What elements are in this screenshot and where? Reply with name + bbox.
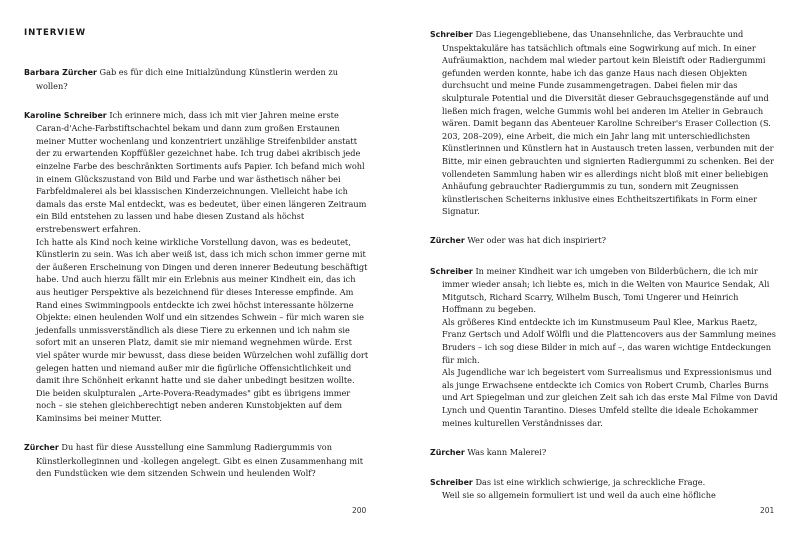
entry-text: Wer oder was hat dich inspiriert?	[467, 235, 607, 246]
page-number: 200	[352, 506, 367, 515]
interview-entry	[430, 476, 782, 502]
right-page-text	[430, 28, 782, 519]
interview-entry	[430, 265, 782, 430]
left-page-text	[24, 28, 369, 496]
speaker-name: Schreiber	[430, 477, 473, 487]
speaker-name: Zürcher	[24, 443, 59, 453]
interview-entry	[430, 446, 782, 460]
speaker-name: Schreiber	[430, 30, 473, 39]
entry-paragraph: Als Jugendliche war ich begeistert vom Surrealismus und Expressionismus und als junge Erwachsene entdeckte ich Comics von Robert Crumb, Charles Burns und Art Spiegelman und zur gleichen Zeit sah ich das erste Mal Filme von David Lynch und Quentin Tarantino. Dieses Umfeld stellte die ideale Echokammer meines kulturellen Verständnisses dar.	[442, 367, 778, 428]
entry-paragraph: Als größeres Kind entdeckte ich im Kunstmuseum Paul Klee, Markus Raetz, Franz Gertsch und Adolf Wölfli und die Plattencovers aus der Sammlung meines Bruders – ich sog diese Bilder in mich auf –, das waren wichtige Entdeckungen für mich.	[442, 316, 776, 365]
speaker-name: Zürcher	[430, 447, 465, 457]
interview-entry	[430, 28, 782, 218]
interview-entry	[24, 66, 369, 92]
entry-text: In meiner Kindheit war ich umgeben von Bilderbüchern, die ich mir immer wieder ansah; ich liebte es, mich in die Welten von Maurice Sendak, Ali Mitgutsch, Richard Scarry, Wilhelm Busch, Tomi Ungerer und Heinrich Hoffmann zu begeben.	[442, 265, 770, 315]
right-page	[400, 0, 800, 533]
entry-text: Gab es für dich eine Initialzündung Künstlerin werden zu wollen?	[36, 67, 338, 91]
entry-paragraph: Ich hatte als Kind noch keine wirkliche Vorstellung davon, was es bedeutet, Künstlerin zu sein. Was ich aber weiß ist, dass ich mich schon immer gerne mit der äußeren Erscheinung von Dingen und deren innerer Bedeutung beschäftigt habe. Und auch hierzu fällt mir ein Erlebnis aus meiner Kindheit ein, das ich aus heutiger Perspektive als bezeichnend für dieses Interesse empfinde. Am Rand eines Swimmingpools entdeckte ich zwei höchst interessante hölzerne Objekte: einen heulenden Wolf und ein sitzendes Schwein – für mich waren sie jedenfalls unmissverständlich als diese Tiere zu erkennen und ich nahm sie sofort mit an unseren Platz, damit sie mir niemand wegnehmen würde. Erst viel später wurde mir bewusst, dass diese beiden Würzelchen wohl zufällig dort gelegen hatten und niemand außer mir die figürliche Offensichtlichkeit und damit ihre Schönheit erkannt hatte und sie daher unbedingt besitzen wollte. Die beiden skulpturalen „Arte-Povera-Readymades" gibt es übrigens immer noch – sie stehen gleichberechtigt neben anderen Kunstobjekten auf dem Kaminsims bei meiner Mutter.	[36, 236, 369, 423]
page-number: 201	[760, 506, 775, 515]
section-heading: INTERVIEW	[24, 28, 87, 38]
entry-text: Was kann Malerei?	[467, 446, 547, 457]
speaker-name: Karoline Schreiber	[24, 110, 107, 120]
entry-text: Das ist eine wirklich schwierige, ja schreckliche Frage.	[475, 476, 706, 487]
interview-entry	[24, 441, 369, 480]
speaker-name: Schreiber	[430, 266, 473, 276]
entry-text: Ich erinnere mich, dass ich mit vier Jahren meine erste Caran-d'Ache-Farbstiftschachtel bekam und dann zum großen Erstaunen meiner Mutter wochenlang und konzentriert unzählige Streifenbilder anstatt der zu erwartenden Kopffüßler gezeichnet habe. Ich trug dabei akribisch jede einzelne Farbe des beschränkten Sortiments aufs Papier. Ich befand mich wohl in einem Glückszustand von Bild und Farbe und war ästhetisch näher bei Farbfeldmalerei als bei klassischen Kinderzeichnungen. Vielleicht habe ich damals das erste Mal entdeckt, was es bedeutet, über einen längeren Zeitraum ein Bild entstehen zu lassen und habe diesen Zustand als höchst erstrebenswert erfahren.	[36, 109, 367, 235]
entry-text: Du hast für diese Ausstellung eine Sammlung Radiergummis von Künstlerkolleginnen und -kollegen angelegt. Gibt es einen Zusammenhang mit den Fundstücken wie dem sitzenden Schwein und heulenden Wolf?	[36, 442, 364, 479]
interview-entry	[24, 109, 369, 425]
speaker-name: Zürcher	[430, 236, 465, 246]
interview-entry	[430, 234, 782, 248]
entry-paragraph: Weil sie so allgemein formuliert ist und weil da auch eine höfliche	[442, 490, 716, 501]
speaker-name: Barbara Zürcher	[24, 68, 97, 77]
entry-text: Das Liegengebliebene, das Unansehnliche, das Verbrauchte und Unspektakuläre has tatsächlich oftmals eine Sogwirkung auf mich. In einer Aufräumaktion, nachdem mal wieder partout kein Bleistift oder Radiergummi gefunden werden konnte, habe ich das ganze Haus nach diesen Objekten durchsucht und meine Funde zusammengetragen. Dabei fielen mir das skulpturale Potential und die Diversität dieser Gebrauchsgegenstände auf und ließen mich fragen, welche Gummis wohl bei anderen im Atelier in Gebrauch wären. Damit begann das Abenteuer Karoline Schreiber's Eraser Collection (S. 203, 208–209), eine Arbeit, die mich ein Jahr lang mit unterschiedlichsten Künstlerinnen und Künstlern hat in Austausch treten lassen, verbunden mit der Bitte, mir einen gebrauchten und signierten Radiergummi zu schenken. Bei der vollendeten Sammlung haben wir es allerdings nicht bloß mit einer beliebigen Anhäufung gebrauchter Radiergummis zu tun, sondern mit Zeugnissen künstlerischen Scheiterns inklusive eines Echtheitszertifikats in Form einer Signatur.	[442, 29, 774, 217]
